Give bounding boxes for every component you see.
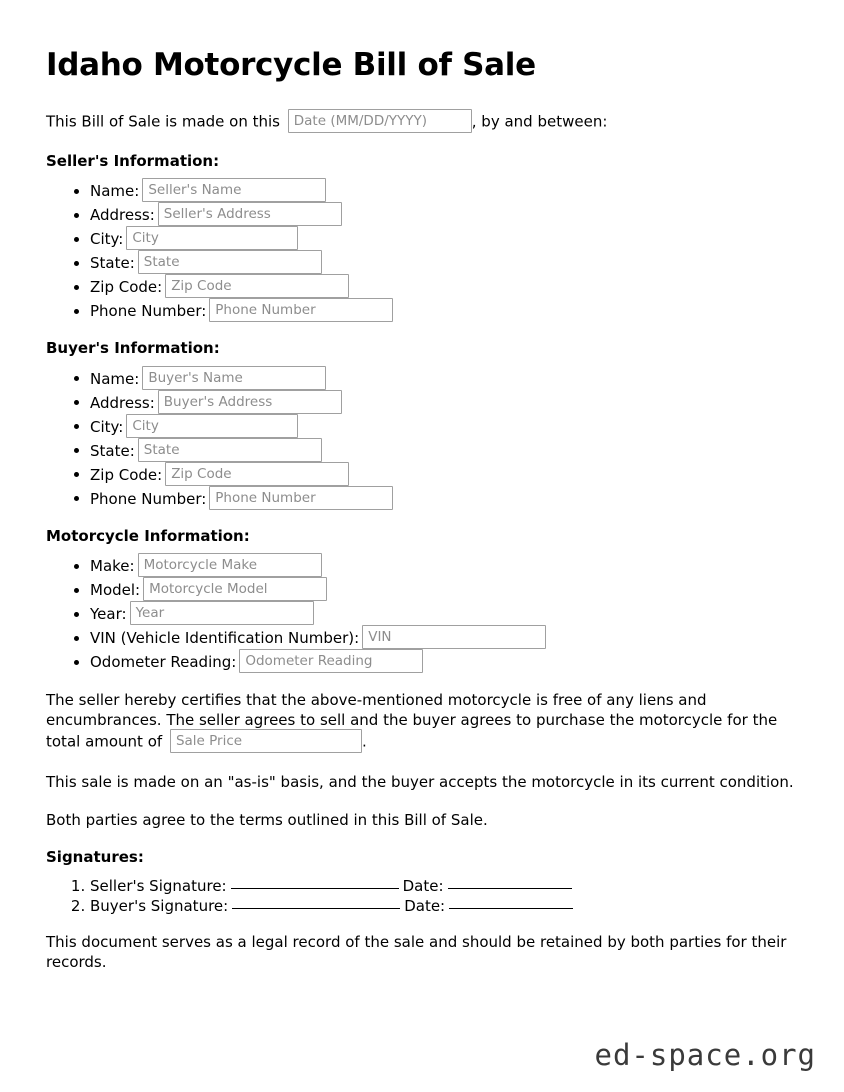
buyer-date-line[interactable] [449, 908, 573, 909]
buyer-name-label: Name: [90, 369, 140, 388]
motorcycle-make-input[interactable]: Motorcycle Make [138, 553, 322, 577]
seller-address-label: Address: [90, 206, 155, 225]
buyer-state-label: State: [90, 441, 135, 460]
motorcycle-year-input[interactable]: Year [130, 601, 314, 625]
as-is-paragraph: This sale is made on an "as-is" basis, and the buyer accepts the motorcycle in its current condition. [46, 773, 794, 792]
buyer-address-label: Address: [90, 393, 155, 412]
intro-text-after: , by and between: [471, 112, 608, 131]
motorcycle-vin-label: VIN (Vehicle Identification Number): [90, 629, 360, 648]
seller-signature-row [90, 876, 798, 896]
buyer-address-input[interactable]: Buyer's Address [158, 390, 342, 414]
motorcycle-make-label: Make: [90, 557, 135, 576]
motorcycle-model-row [90, 578, 798, 602]
seller-zip-input[interactable]: Zip Code [165, 274, 349, 298]
motorcycle-model-label: Model: [90, 581, 141, 600]
closing-paragraph: This document serves as a legal record of the sale and should be retained by both parties for their records. [46, 932, 787, 971]
seller-section-heading: Seller's Information: [46, 151, 220, 170]
seller-name-input[interactable]: Seller's Name [142, 178, 326, 202]
seller-phone-input[interactable]: Phone Number [209, 298, 393, 322]
seller-zip-row [90, 275, 798, 299]
seller-date-label: Date: [402, 876, 444, 895]
seller-date-line[interactable] [448, 888, 572, 889]
intro-line [46, 110, 798, 134]
certification-period: . [361, 732, 367, 751]
seller-name-row [90, 179, 798, 203]
certification-paragraph [46, 690, 798, 754]
seller-name-label: Name: [90, 182, 140, 201]
seller-city-input[interactable]: City [126, 226, 298, 250]
buyer-section-heading: Buyer's Information: [46, 339, 220, 358]
seller-phone-label: Phone Number: [90, 302, 207, 321]
motorcycle-odometer-label: Odometer Reading: [90, 653, 237, 672]
motorcycle-field-list [46, 554, 798, 674]
buyer-state-row [90, 439, 798, 463]
intro-text-before: This Bill of Sale is made on this [46, 112, 280, 131]
buyer-city-label: City: [90, 417, 124, 436]
motorcycle-odometer-input[interactable]: Odometer Reading [239, 649, 423, 673]
seller-signature-line[interactable] [231, 888, 399, 889]
buyer-name-input[interactable]: Buyer's Name [142, 366, 326, 390]
signatures-section-heading: Signatures: [46, 848, 144, 867]
buyer-zip-label: Zip Code: [90, 465, 163, 484]
buyer-phone-input[interactable]: Phone Number [209, 486, 393, 510]
buyer-date-label: Date: [404, 896, 446, 915]
buyer-address-row [90, 391, 798, 415]
buyer-zip-row [90, 463, 798, 487]
motorcycle-vin-row [90, 626, 798, 650]
motorcycle-year-label: Year: [90, 605, 127, 624]
buyer-name-row [90, 367, 798, 391]
page-title: Idaho Motorcycle Bill of Sale [46, 47, 536, 83]
buyer-signature-row [90, 896, 798, 916]
seller-state-input[interactable]: State [138, 250, 322, 274]
seller-address-row [90, 203, 798, 227]
buyer-signature-label: Buyer's Signature: [90, 896, 229, 915]
site-watermark: ed-space.org [594, 1038, 816, 1072]
seller-phone-row [90, 299, 798, 323]
buyer-zip-input[interactable]: Zip Code [165, 462, 349, 486]
document-body [46, 48, 798, 990]
signature-list [46, 876, 798, 916]
motorcycle-make-row [90, 554, 798, 578]
seller-field-list [46, 179, 798, 323]
motorcycle-model-input[interactable]: Motorcycle Model [143, 577, 327, 601]
agreement-paragraph: Both parties agree to the terms outlined in this Bill of Sale. [46, 811, 488, 830]
seller-state-row [90, 251, 798, 275]
buyer-signature-line[interactable] [232, 908, 400, 909]
sale-price-input[interactable]: Sale Price [170, 729, 362, 753]
seller-signature-label: Seller's Signature: [90, 876, 227, 895]
seller-city-label: City: [90, 230, 124, 249]
certification-text: The seller hereby certifies that the above-mentioned motorcycle is free of any liens and encumbrances. The seller agrees to sell and the buyer agrees to purchase the motorcycle for the total amount of [46, 691, 778, 751]
buyer-state-input[interactable]: State [138, 438, 322, 462]
buyer-phone-label: Phone Number: [90, 489, 207, 508]
buyer-field-list [46, 367, 798, 511]
motorcycle-odometer-row [90, 650, 798, 674]
seller-city-row [90, 227, 798, 251]
seller-state-label: State: [90, 254, 135, 273]
motorcycle-section-heading: Motorcycle Information: [46, 526, 250, 545]
seller-zip-label: Zip Code: [90, 278, 163, 297]
buyer-city-row [90, 415, 798, 439]
motorcycle-year-row [90, 602, 798, 626]
date-input[interactable]: Date (MM/DD/YYYY) [288, 109, 472, 133]
buyer-phone-row [90, 487, 798, 511]
buyer-city-input[interactable]: City [126, 414, 298, 438]
motorcycle-vin-input[interactable]: VIN [362, 625, 546, 649]
seller-address-input[interactable]: Seller's Address [158, 202, 342, 226]
